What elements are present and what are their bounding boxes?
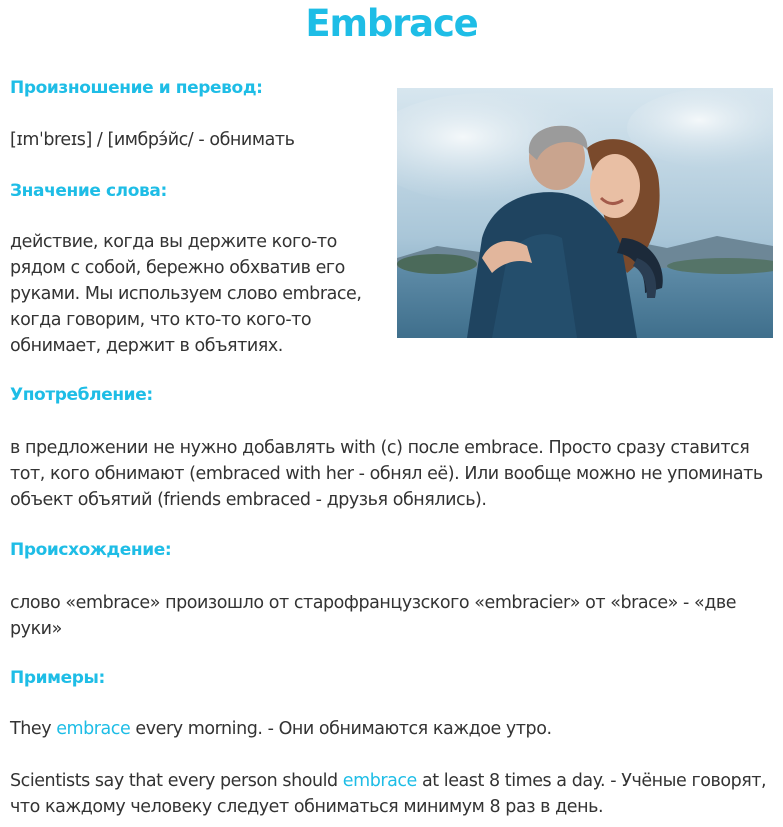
origin-text: слово «embrace» произошло от старофранцузского «embracier» от «brace» - «две руки» <box>10 593 737 639</box>
usage-heading: Употребление: <box>10 385 153 405</box>
embracing-couple-photo <box>397 88 773 338</box>
examples-heading: Примеры: <box>10 668 105 688</box>
meaning-line: рядом с собой, бережно обхватив его <box>10 258 345 278</box>
pronunciation-text: [ɪmˈbreɪs] / [имбрэ́йс/ - обнимать <box>10 130 295 150</box>
example-text: at least 8 times a day. - Учёные говорят, что каждому человеку следует обниматься минимум 8 раз в день. <box>10 771 767 817</box>
example-item <box>10 768 775 820</box>
meaning-heading: Значение слова: <box>10 181 167 201</box>
example-text: every morning. - Они обнимаются каждое утро. <box>130 719 552 739</box>
example-item <box>10 716 775 742</box>
pronunciation-heading: Произношение и перевод: <box>10 78 263 98</box>
origin-heading: Происхождение: <box>10 540 172 560</box>
example-highlight: embrace <box>342 771 417 791</box>
meaning-line: руками. Мы используем слово embrace, <box>10 284 362 304</box>
meaning-text <box>10 229 390 359</box>
meaning-line: когда говорим, что кто-то кого-то <box>10 310 312 330</box>
example-text: Scientists say that every person should <box>10 771 343 791</box>
meaning-line: действие, когда вы держите кого-то <box>10 232 337 252</box>
example-text: They <box>10 719 57 739</box>
meaning-line: обнимает, держит в объятиях. <box>10 336 283 356</box>
page-title: Embrace <box>305 2 478 45</box>
usage-text: в предложении не нужно добавлять with (с) после embrace. Просто сразу ставится тот, кого обнимают (embraced with her - обнял её). Или вообще можно не упоминать объект объятий (friends embraced - друзья обнялись). <box>10 438 763 510</box>
example-highlight: embrace <box>56 719 131 739</box>
